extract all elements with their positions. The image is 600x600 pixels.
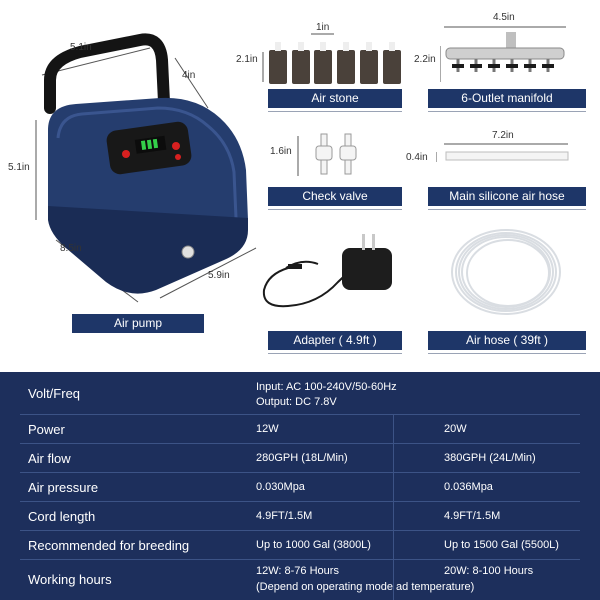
spec-row-working-hours [20,560,580,600]
air-stone-width-dim: 1in [316,22,330,33]
spec-value-20w: 0.036Mpa [444,481,493,493]
spec-value-line2: Output: DC 7.8V [256,396,337,408]
main-hose-length-dim: 7.2in [492,130,514,141]
spec-value-20w: 380GPH (24L/Min) [444,452,536,464]
spec-value-20w: Up to 1500 Gal (5500L) [444,539,559,551]
spec-value-20w: 20W: 8-100 Hours [444,565,534,577]
spec-row-recommended [20,531,580,560]
adapter-label: Adapter ( 4.9ft ) [268,331,402,350]
manifold-width-dim: 4.5in [493,12,515,23]
air-pump-illustration [10,20,270,320]
check-valve-label: Check valve [268,187,402,206]
manifold-height-dim: 2.2in [414,54,436,65]
manifold-label: 6-Outlet manifold [428,89,586,108]
spec-name: Cord length [28,509,96,524]
check-valve-illustration [296,132,376,180]
spec-row-power [20,415,580,444]
manifold-divider [428,111,586,112]
pump-height-dim: 5.1in [8,162,30,173]
air-stone-divider [268,111,402,112]
pump-depth-dim: 4in [182,70,196,81]
air-hose-divider [428,353,586,354]
spec-row-air-pressure [20,473,580,502]
spec-value-12w: 12W [256,423,279,435]
air-stone-label: Air stone [268,89,402,108]
check-valve-height-dim: 1.6in [270,146,292,157]
spec-name: Air pressure [28,480,99,495]
spec-value-12w: 0.030Mpa [256,481,305,493]
pump-width-dim: 5.9in [208,270,230,281]
spec-value-12w: 280GPH (18L/Min) [256,452,348,464]
spec-name: Power [28,422,65,437]
spec-table [0,372,600,600]
spec-row-cord-length [20,502,580,531]
check-valve-divider [268,209,402,210]
pump-top-width-dim: 5.1in [70,42,92,53]
spec-value-20w: 4.9FT/1.5M [444,510,501,522]
spec-value-12w: 4.9FT/1.5M [256,510,313,522]
spec-value-12w: Up to 1000 Gal (3800L) [256,539,371,551]
air-hose-label: Air hose ( 39ft ) [428,331,586,350]
air-stone-height-dim: 2.1in [236,54,258,65]
spec-name: Recommended for breeding [28,538,190,553]
pump-length-dim: 8.5in [60,243,82,254]
spec-value: Input: AC 100-240V/50-60Hz [256,381,397,393]
main-hose-label: Main silicone air hose [428,187,586,206]
manifold-illustration [440,24,570,86]
air-pump-label: Air pump [72,314,204,333]
spec-name: Working hours [28,572,112,587]
spec-value-12w: 12W: 8-76 Hours [256,565,339,577]
main-hose-illustration [436,140,576,170]
spec-value-20w: 20W [444,423,467,435]
spec-row-air-flow [20,444,580,473]
adapter-illustration [258,228,408,324]
main-hose-diameter-dim: 0.4in [406,152,428,163]
air-stone-illustration [262,32,407,90]
adapter-divider [268,353,402,354]
main-hose-divider [428,209,586,210]
spec-name: Volt/Freq [28,386,81,401]
air-hose-illustration [446,224,566,320]
spec-row-volt-freq [20,372,580,415]
spec-note: (Depend on operating mode ad temperature) [256,581,475,593]
spec-name: Air flow [28,451,71,466]
